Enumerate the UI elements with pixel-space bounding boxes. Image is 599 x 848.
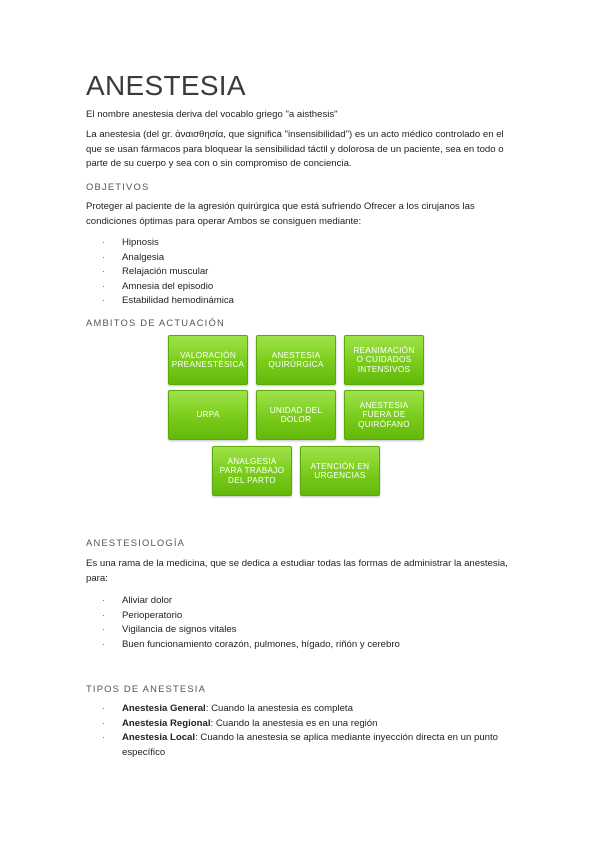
bullet-icon: · <box>102 704 105 713</box>
list-item: · Analgesia <box>100 251 234 266</box>
intro-definition: La anestesia (del gr. ἀναισθησία, que significa "insensibilidad") es un acto médico controlado en el que se usan fármacos para bloquear la sensibilidad táctil y dolorosa de un paciente, sea en todo o parte de su cuerpo y sea con o sin compromiso de conciencia. <box>86 129 504 169</box>
term-label: Anestesia Regional <box>122 717 211 729</box>
list-item: · Anestesia Regional: Cuando la anestesia es en una región <box>100 717 500 732</box>
list-item: · Vigilancia de signos vitales <box>100 623 400 638</box>
bullet-icon: · <box>102 267 105 277</box>
diagram-box-urpa: URPA <box>168 390 248 440</box>
term-label: Anestesia General <box>122 703 206 714</box>
bullet-icon: · <box>102 596 105 605</box>
list-item: · Estabilidad hemodinámica <box>100 294 234 309</box>
list-item: · Amnesia del episodio <box>100 280 234 295</box>
objetivos-list <box>100 236 234 309</box>
list-item: · Hipnosis <box>100 236 234 251</box>
diagram-box-urgencias: ATENCIÓN EN URGENCIAS <box>300 446 380 496</box>
list-item: · Anestesia Local: Cuando la anestesia se aplica mediante inyección directa en un punto específico <box>102 732 498 758</box>
diagram-box-reanimacion: REANIMACIÓN O CUIDADOS INTENSIVOS <box>344 335 424 385</box>
list-item: · Relajación muscular <box>100 265 234 280</box>
diagram-box-unidad-dolor: UNIDAD DEL DOLOR <box>256 390 336 440</box>
bullet-icon: · <box>102 238 105 247</box>
bullet-icon: · <box>102 281 105 291</box>
bullet-icon: · <box>102 733 105 743</box>
bullet-icon: · <box>102 296 105 306</box>
diagram-box-fuera-quirofano: ANESTESIA FUERA DE QUIRÓFANO <box>344 390 424 440</box>
anestesiologia-text: Es una rama de la medicina, que se dedica a estudiar todas las formas de administrar la anestesia, para: <box>86 558 508 584</box>
list-item: · Anestesia General: Cuando la anestesia es completa <box>100 702 500 717</box>
section-heading-ambitos: AMBITOS DE ACTUACIÓN <box>86 317 225 328</box>
page-title: ANESTESIA <box>86 70 246 101</box>
anestesiologia-list <box>100 594 400 652</box>
intro-origin: El nombre anestesia deriva del vocablo griego "a aisthesis" <box>86 109 338 120</box>
diagram-box-valoracion: VALORACIÓN PREANESTÉSICA <box>168 335 248 385</box>
list-item: · Buen funcionamiento corazón, pulmones, hígado, riñón y cerebro <box>100 638 400 653</box>
bullet-icon: · <box>102 718 105 728</box>
section-heading-objetivos: OBJETIVOS <box>86 181 150 192</box>
section-heading-tipos: TIPOS DE ANESTESIA <box>86 683 207 694</box>
bullet-icon: · <box>102 625 105 635</box>
diagram-box-anestesia-quirurgica: ANESTESIA QUIRÚRGICA <box>256 335 336 385</box>
list-item: · Perioperatorio <box>100 609 400 624</box>
bullet-icon: · <box>102 610 105 620</box>
section-heading-anestesiologia: ANESTESIOLOGÍA <box>86 537 186 548</box>
bullet-icon: · <box>102 639 105 649</box>
term-label: Anestesia Local <box>122 732 196 744</box>
tipos-list <box>100 702 500 760</box>
objetivos-text: Proteger al paciente de la agresión quirúrgica que está sufriendo Ofrecer a los cirujanos las condiciones óptimas para operar Ambos se consiguen mediante: <box>86 201 475 227</box>
diagram-box-analgesia-parto: ANALGESIA PARA TRABAJO DEL PARTO <box>212 446 292 496</box>
list-item: · Aliviar dolor <box>100 594 400 609</box>
bullet-icon: · <box>102 252 105 262</box>
